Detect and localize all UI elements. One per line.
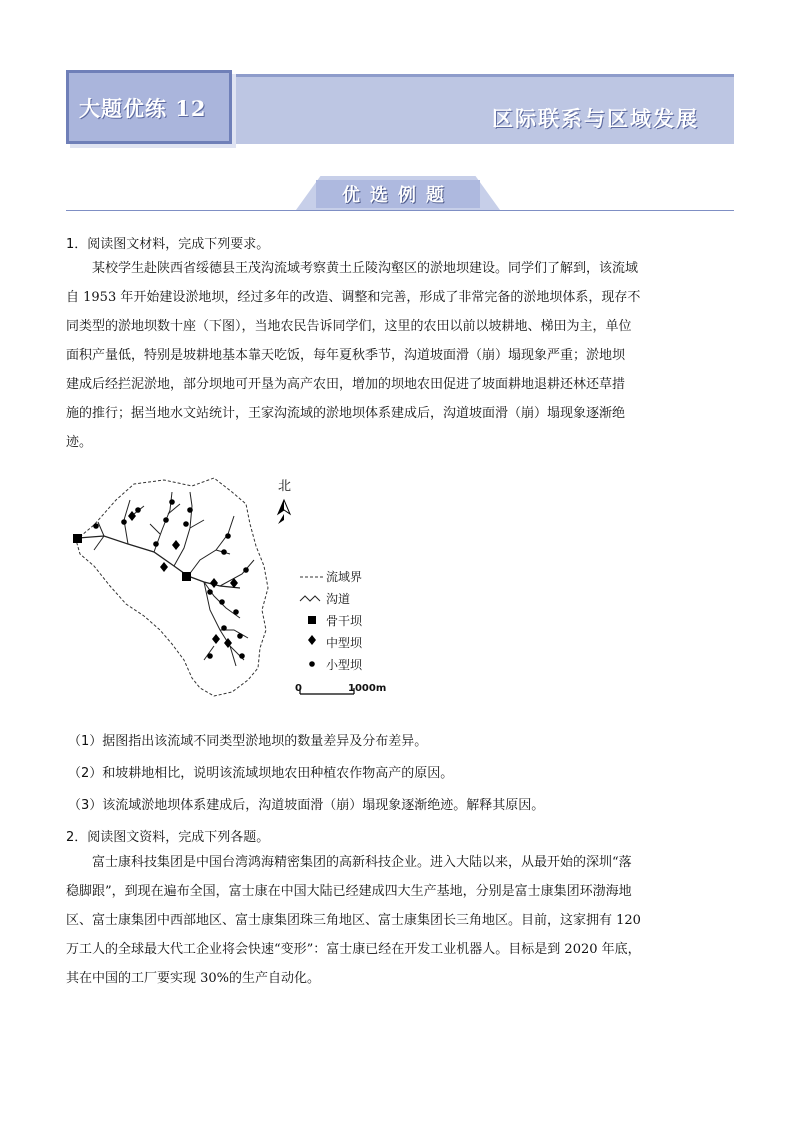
small-dam-marker [93, 523, 99, 529]
question-2-material [66, 848, 734, 993]
legend-boundary: 流域界 [326, 570, 363, 584]
question-2-stem: 2．阅读图文资料，完成下列各题。 [66, 830, 270, 845]
small-dam-marker [121, 519, 127, 525]
section-label: 优选例题 [342, 185, 454, 206]
sub-question-1: （1）据图指出该流域不同类型淤地坝的数量差异及分布差异。 [68, 734, 428, 749]
material-line: 面积产量低，特别是坡耕地基本靠天吃饭，每年夏秋季节，沟道坡面滑（崩）塌现象严重；淤地坝 [66, 348, 626, 363]
material-line: 自 1953 年开始建设淤地坝，经过多年的改造、调整和完善，形成了非常完备的淤地坝体系，现存不 [66, 290, 641, 305]
material-line: 稳脚跟”，到现在遍布全国，富士康在中国大陆已经建成四大生产基地，分别是富士康集团环渤海地 [66, 884, 632, 899]
legend-small-dam: 小型坝 [326, 658, 363, 672]
watershed-map-figure [64, 470, 404, 710]
medium-dam-marker [212, 634, 220, 644]
small-dam-marker [153, 541, 159, 547]
backbone-dam-marker [73, 534, 82, 543]
material-line: 迹。 [66, 435, 93, 450]
material-line: 某校学生赴陕西省绥德县王茂沟流域考察黄土丘陵沟壑区的淤地坝建设。同学们了解到，该流域 [92, 261, 639, 276]
scale-end: 1000m [348, 683, 387, 694]
question-1-material [66, 254, 734, 457]
small-dam-marker [163, 517, 169, 523]
small-dam-marker [219, 599, 225, 605]
chapter-tab-label: 大题优练 12 [79, 96, 207, 121]
medium-dam-marker [172, 540, 180, 550]
legend-medium-dam: 中型坝 [326, 636, 363, 650]
medium-dam-marker [128, 511, 136, 521]
question-1-stem: 1．阅读图文材料，完成下列要求。 [66, 237, 270, 252]
small-dam-marker [225, 533, 231, 539]
small-dam-marker [239, 653, 245, 659]
medium-dam-marker [160, 562, 168, 572]
small-dam-marker [233, 609, 239, 615]
sub-question-3: （3）该流域淤地坝体系建成后，沟道坡面滑（崩）塌现象逐渐绝迹。解释其原因。 [68, 798, 545, 813]
material-line: 施的推行；据当地水文站统计，王家沟流域的淤地坝体系建成后，沟道坡面滑（崩）塌现象逐渐绝 [66, 406, 626, 421]
legend-channel: 沟道 [326, 592, 351, 606]
section-badge [296, 176, 500, 210]
material-line: 区、富士康集团中西部地区、富士康集团珠三角地区、富士康集团长三角地区。目前，这家拥有 120 [66, 913, 641, 928]
material-line: 同类型的淤地坝数十座（下图），当地农民告诉同学们，这里的农田以前以坡耕地、梯田为主，单位 [66, 319, 632, 334]
medium-dam-marker [210, 578, 218, 588]
small-dam-marker [221, 625, 227, 631]
material-line: 其在中国的工厂要实现 30%的生产自动化。 [66, 971, 321, 986]
small-dam-marker [221, 549, 227, 555]
backbone-dam-marker [182, 572, 191, 581]
sub-question-2: （2）和坡耕地相比，说明该流域坝地农田种植农作物高产的原因。 [68, 766, 454, 781]
legend-backbone-dam: 骨干坝 [326, 614, 363, 628]
scale-start: 0 [295, 683, 302, 694]
small-dam-marker [183, 521, 189, 527]
small-dam-marker [135, 507, 141, 513]
small-dam-marker [237, 633, 243, 639]
small-dam-marker [207, 653, 213, 659]
chapter-title: 区际联系与区域发展 [492, 106, 699, 131]
chapter-header [66, 70, 734, 146]
header-tab [66, 70, 232, 144]
material-line: 富士康科技集团是中国台湾鸿海精密集团的高新科技企业。进入大陆以来，从最开始的深圳“落 [92, 855, 632, 870]
section-divider [66, 210, 734, 211]
header-title-bar [236, 74, 734, 144]
small-dam-marker [169, 499, 175, 505]
small-dam-marker [187, 507, 193, 513]
watershed-map [64, 470, 404, 710]
small-dam-marker [243, 567, 249, 573]
material-line: 万工人的全球最大代工企业将会快速“变形”：富士康已经在开发工业机器人。目标是到 2020 年底， [66, 942, 641, 957]
north-arrow-icon [278, 500, 290, 524]
material-line: 建成后经拦泥淤地，部分坝地可开垦为高产农田，增加的坝地农田促进了坡面耕地退耕还林还草措 [66, 377, 626, 392]
small-dam-marker [207, 589, 213, 595]
north-label: 北 [278, 479, 292, 494]
